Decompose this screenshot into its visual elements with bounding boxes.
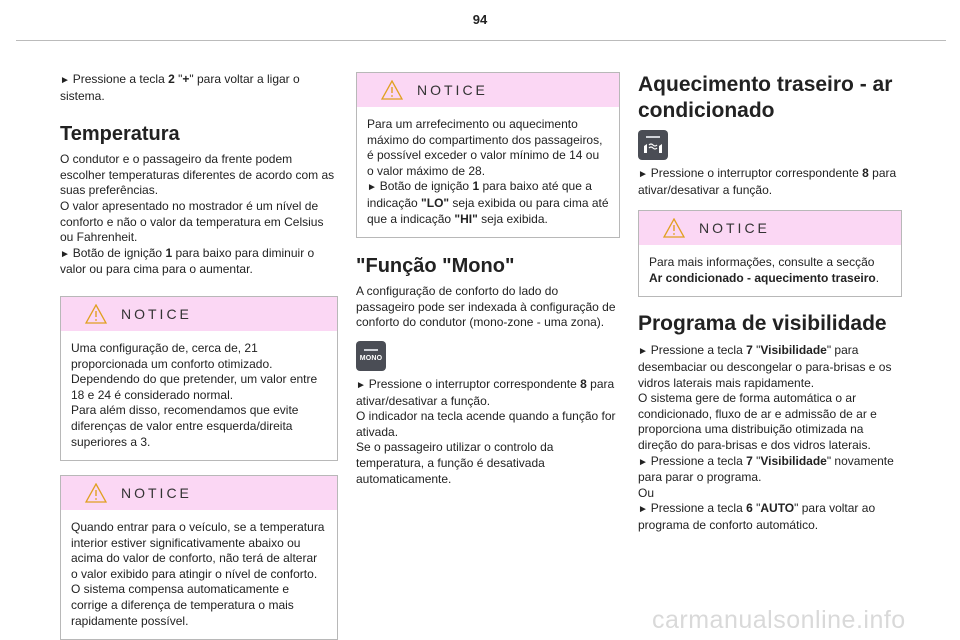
watermark: carmanualsonline.info xyxy=(652,606,906,634)
notice-box-rear-ac xyxy=(638,210,902,297)
temperature-para-1: O condutor e o passageiro da frente podem escolher temperaturas diferentes de acordo com as suas preferências. xyxy=(60,152,335,198)
mono-step: ► Pressione o interruptor correspondente 8 para ativar/desativar a função. xyxy=(356,376,615,408)
notice-title: NOTICE xyxy=(121,485,192,502)
visibility-step-3: ► Pressione a tecla 6 "AUTO" para voltar ao programa de conforto automático. xyxy=(638,501,876,532)
column-3 xyxy=(638,72,902,534)
mono-button-icon: MONO xyxy=(356,341,386,371)
warning-icon xyxy=(85,304,107,324)
notice-body: Para mais informações, consulte a secção Ar condicionado - aquecimento traseiro. xyxy=(649,255,880,285)
notice-box-comfort xyxy=(60,296,338,461)
visibility-step-2: ► Pressione a tecla 7 "Visibilidade" novamente para parar o programa. xyxy=(638,453,894,485)
visibility-heading: Programa de visibilidade xyxy=(638,312,887,336)
column-2 xyxy=(356,72,620,487)
visibility-para: O sistema gere de forma automática o ar condicionado, fluxo de ar e admissão de ar e proporciona uma distribuição otimizada na direção do para-brisas e dos vidros laterais. xyxy=(638,391,877,452)
rear-seat-icon xyxy=(641,142,665,154)
notice-body: Quando entrar para o veículo, se a temperatura interior estiver significativamente abaixo ou acima do valor de conforto, não terá de alterar o valor exibido para atingir o nível de conforto. O sistema compensa automaticamente e corrige a diferença de temperatura o mais rapidamente possível. xyxy=(71,520,325,628)
notice-header xyxy=(61,297,337,331)
mono-heading: "Função "Mono" xyxy=(356,255,515,278)
warning-icon xyxy=(663,218,685,238)
notice-box-max-temp xyxy=(356,72,620,238)
intro-step: ► Pressione a tecla 2 "+" para voltar a ligar o sistema. xyxy=(60,72,300,103)
notice-header xyxy=(639,211,901,245)
temperature-step: ► Botão de ignição 1 para baixo para diminuir o valor ou para cima para o aumentar. xyxy=(60,245,315,277)
notice-line: Dependendo do que pretender, um valor entre 18 e 24 é considerado normal. xyxy=(71,372,318,402)
notice-header xyxy=(357,73,619,107)
header-divider xyxy=(16,40,946,41)
notice-line: Para além disso, recomendamos que evite diferenças de valor entre esquerda/direita superiores a 3. xyxy=(71,403,299,449)
visibility-step-1: ► Pressione a tecla 7 "Visibilidade" para desembaciar ou descongelar o para-brisas e os vidros laterais mais rapidamente. xyxy=(638,343,892,390)
notice-box-entry xyxy=(60,475,338,640)
notice-body xyxy=(357,107,619,237)
temperature-para-2: O valor apresentado no mostrador é um nível de conforto e não o valor da temperatura em Celsius ou Fahrenheit. xyxy=(60,198,324,245)
notice-body xyxy=(61,331,337,460)
warning-icon xyxy=(85,483,107,503)
notice-header xyxy=(61,476,337,510)
warning-icon xyxy=(381,80,403,100)
visibility-or: Ou xyxy=(638,485,655,500)
mono-para-3: Se o passageiro utilizar o controlo da temperatura, a função é desativada automaticamente. xyxy=(356,440,554,486)
column-1 xyxy=(60,72,338,640)
mono-para-2: O indicador na tecla acende quando a função for ativada. xyxy=(356,409,616,439)
notice-title: NOTICE xyxy=(417,82,488,98)
notice-title: NOTICE xyxy=(699,220,770,237)
rear-ac-button-icon xyxy=(638,130,668,160)
notice-text: Para um arrefecimento ou aquecimento máximo do compartimento dos passageiros, é possível exceder o valor mínimo de 14 ou o valor máximo de 28. xyxy=(367,117,603,178)
notice-title: NOTICE xyxy=(121,305,192,322)
rear-ac-step: ► Pressione o interruptor correspondente 8 para ativar/desativar a função. xyxy=(638,166,897,197)
rear-ac-heading: Aquecimento traseiro - ar condicionado xyxy=(638,73,893,122)
temperature-heading: Temperatura xyxy=(60,123,180,146)
notice-line: Uma configuração de, cerca de, 21 proporcionada um conforto otimizado. xyxy=(71,340,273,371)
notice-step: ► Botão de ignição 1 para baixo até que a indicação "LO" seja exibida ou para cima até que a indicação "HI" seja exibida. xyxy=(367,179,609,226)
page-number: 94 xyxy=(472,12,488,27)
mono-para-1: A configuração de conforto do lado do passageiro pode ser indexada à configuração de conforto do condutor (mono-zone - uma zona). xyxy=(356,284,616,330)
